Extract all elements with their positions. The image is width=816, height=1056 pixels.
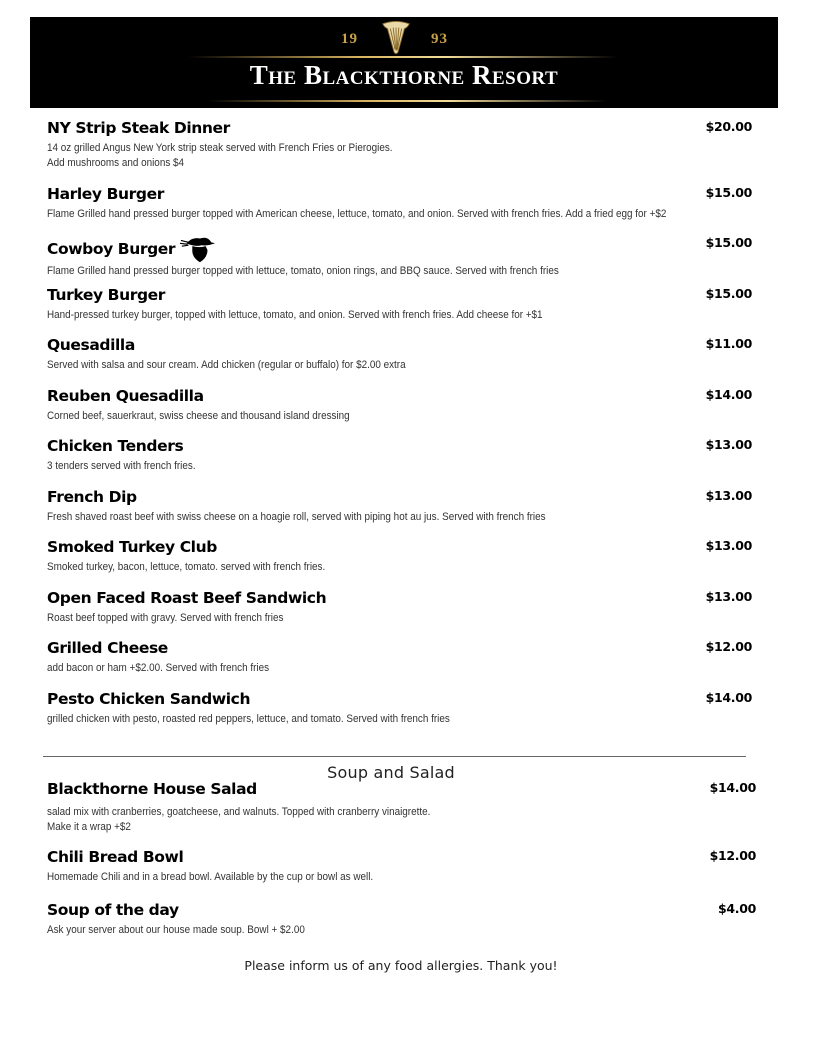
gold-rule-top [188,56,618,58]
cowboy-icon [179,234,217,264]
menu-item-price: $14.00 [709,780,756,795]
menu-item [47,900,759,937]
menu-item-price: $15.00 [705,235,752,250]
menu-item-name: Smoked Turkey Club [47,538,217,556]
menu-item-name: Quesadilla [47,336,135,354]
menu-item-price: $15.00 [705,185,752,200]
menu-item-price: $13.00 [705,437,752,452]
menu-item-description: Hand-pressed turkey burger, topped with lettuce, tomato, and onion. Served with french fries. Add cheese for +$1 [47,309,543,321]
menu-item [47,779,759,834]
menu-item-name: Grilled Cheese [47,639,168,657]
menu-item-description-addon: Add mushrooms and onions $4 [47,157,185,169]
menu-item-description-addon: Make it a wrap +$2 [47,821,131,833]
menu-item-description: 3 tenders served with french fries. [47,460,196,472]
menu-item-price: $11.00 [705,336,752,351]
menu-item-name: Reuben Quesadilla [47,387,204,405]
gold-rule-bottom [208,100,608,102]
menu-item-description: add bacon or ham +$2.00. Served with french fries [47,662,270,674]
menu-item [47,847,759,884]
menu-item [47,285,759,322]
menu-item [47,689,759,726]
menu-item-description: Roast beef topped with gravy. Served with french fries [47,612,284,624]
harp-logo-icon [377,20,415,56]
menu-item-price: $13.00 [705,589,752,604]
resort-name: The Blackthorne Resort [249,60,559,90]
menu-item-name: Harley Burger [47,185,164,203]
menu-item-price: $20.00 [705,119,752,134]
menu-item-description: Served with salsa and sour cream. Add chicken (regular or buffalo) for $2.00 extra [47,359,406,371]
section-title-soup-salad: Soup and Salad [327,763,455,782]
menu-item [47,487,759,524]
menu-item [47,436,759,473]
menu-item-name: NY Strip Steak Dinner [47,119,230,137]
menu-item [47,386,759,423]
menu-item-description: Fresh shaved roast beef with swiss cheese on a hoagie roll, served with piping hot au jus. Served with french fries [47,511,546,523]
menu-item-description: Flame Grilled hand pressed burger topped with American cheese, lettuce, tomato, and onion. Served with french fries. Add a fried egg for +$2 [47,208,667,220]
menu-item-price: $15.00 [705,286,752,301]
menu-item-price: $14.00 [705,690,752,705]
menu-item-name: Chili Bread Bowl [47,848,184,866]
menu-item-name: Chicken Tenders [47,437,184,455]
menu-item [47,638,759,675]
year-right: 93 [431,31,448,47]
menu-item-description: Homemade Chili and in a bread bowl. Available by the cup or bowl as well. [47,871,374,883]
menu-item-description: Flame Grilled hand pressed burger topped with lettuce, tomato, onion rings, and BBQ sauce. Served with french fries [47,265,559,277]
menu-item [47,588,759,625]
year-left: 19 [341,31,358,47]
resort-banner [30,17,778,108]
menu-item [47,537,759,574]
menu-item-name: Soup of the day [47,901,179,919]
menu-item-price: $12.00 [709,848,756,863]
allergy-note: Please inform us of any food allergies. Thank you! [244,958,558,973]
menu-item-description: salad mix with cranberries, goatcheese, and walnuts. Topped with cranberry vinaigrette. [47,806,431,818]
section-divider [43,756,746,757]
menu-item-price: $13.00 [705,488,752,503]
menu-item-price: $4.00 [717,901,756,916]
menu-item [47,184,759,221]
menu-item [47,335,759,372]
menu-item-description: Smoked turkey, bacon, lettuce, tomato. served with french fries. [47,561,326,573]
menu-item-price: $12.00 [705,639,752,654]
menu-item-description: Ask your server about our house made soup. Bowl + $2.00 [47,924,305,936]
menu-item-description: Corned beef, sauerkraut, swiss cheese and thousand island dressing [47,410,350,422]
menu-item-price: $14.00 [705,387,752,402]
menu-item-name: Pesto Chicken Sandwich [47,690,251,708]
menu-item-name: Open Faced Roast Beef Sandwich [47,589,327,607]
menu-item-description: grilled chicken with pesto, roasted red peppers, lettuce, and tomato. Served with french fries [47,713,450,725]
menu-item [47,234,759,278]
menu-item [47,118,759,170]
menu-item-name-row [47,234,217,264]
menu-item-price: $13.00 [705,538,752,553]
menu-item-name: Cowboy Burger [47,240,176,258]
menu-item-description: 14 oz grilled Angus New York strip steak served with French Fries or Pierogies. [47,142,393,154]
menu-item-name: Blackthorne House Salad [47,780,257,798]
menu-item-name: Turkey Burger [47,286,165,304]
menu-item-name: French Dip [47,488,137,506]
